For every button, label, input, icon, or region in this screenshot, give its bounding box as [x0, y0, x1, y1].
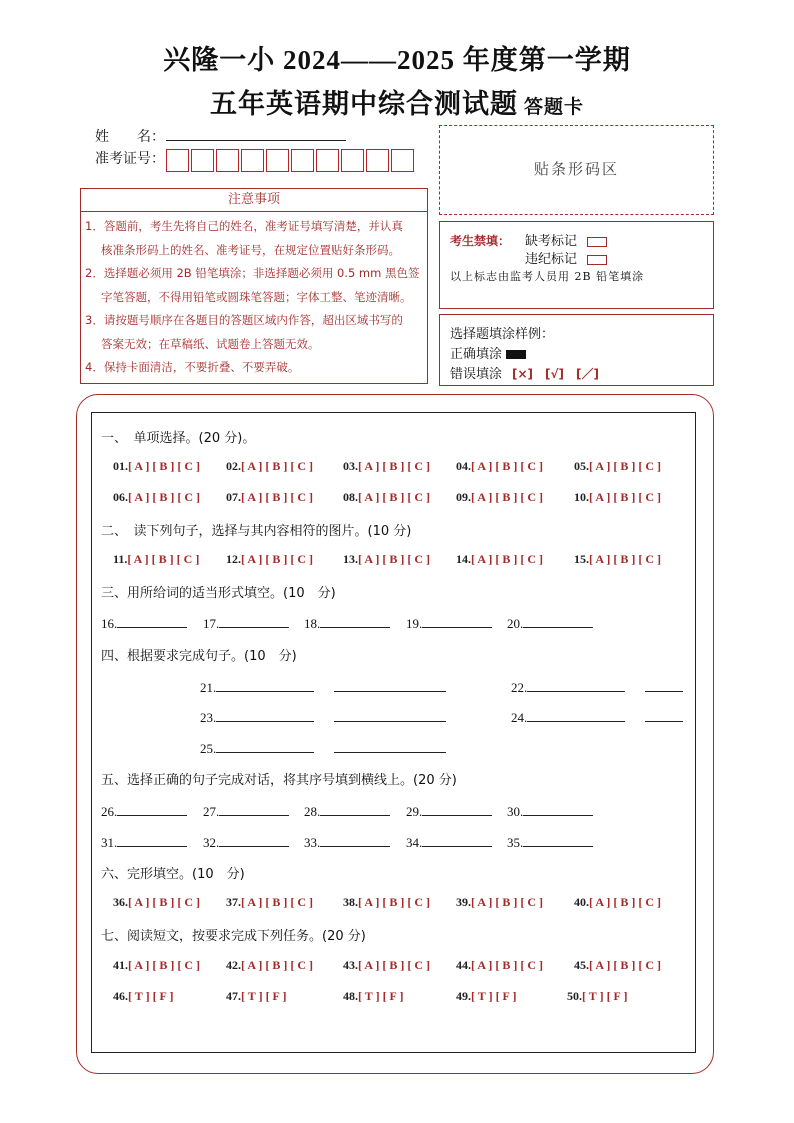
question-number: 30. [507, 804, 524, 819]
question-choice[interactable] [113, 459, 200, 474]
answer-line[interactable] [645, 708, 683, 722]
question-number: 13. [343, 552, 358, 566]
question-number: 28. [304, 804, 321, 819]
options[interactable]: [ A ] [ B ] [ C ] [358, 459, 430, 473]
options[interactable]: [ A ] [ B ] [ C ] [589, 552, 661, 566]
section-5-title: 五、选择正确的句子完成对话，将其序号填到横线上。(20 分) [101, 773, 457, 788]
violation-checkbox[interactable] [587, 255, 607, 265]
options[interactable]: [ T ] [ F ] [582, 989, 628, 1003]
section-6-title: 六、完形填空。(10 分) [101, 867, 245, 882]
question-number: 47. [226, 989, 241, 1003]
answer-line[interactable] [216, 708, 314, 722]
absent-checkbox[interactable] [587, 237, 607, 247]
answer-line[interactable] [334, 678, 446, 692]
options[interactable]: [ A ] [ B ] [ C ] [128, 895, 200, 909]
answer-line[interactable] [216, 678, 314, 692]
fill-blank[interactable] [406, 802, 492, 820]
answer-line[interactable] [645, 678, 683, 692]
notice-item-line: 3．请按题号顺序在各题目的答题区域内作答，超出区域书写的 [85, 313, 403, 327]
answer-line[interactable] [527, 708, 625, 722]
title-suffix: 答题卡 [523, 97, 584, 118]
question-number: 08. [343, 490, 358, 504]
options[interactable]: [ A ] [ B ] [ C ] [241, 459, 313, 473]
question-choice[interactable] [574, 895, 661, 910]
question-number: 39. [456, 895, 471, 909]
question-choice[interactable] [574, 958, 661, 973]
question-number: 38. [343, 895, 358, 909]
question-number: 48. [343, 989, 358, 1003]
question-choice[interactable] [456, 895, 543, 910]
question-number: 33. [304, 835, 321, 850]
options[interactable]: [ A ] [ B ] [ C ] [358, 895, 430, 909]
fill-blank[interactable] [203, 802, 289, 820]
section-4-title: 四、根据要求完成句子。(10 分) [101, 649, 297, 664]
question-tf[interactable] [113, 989, 173, 1004]
filled-mark-icon [506, 350, 526, 359]
violation-label: 违纪标记 [525, 252, 578, 267]
answer-line[interactable] [216, 739, 314, 753]
question-number: 40. [574, 895, 589, 909]
question-number: 10. [574, 490, 589, 504]
fill-blank[interactable] [507, 833, 593, 851]
answer-line[interactable] [422, 833, 492, 847]
question-number: 36. [113, 895, 128, 909]
question-tf[interactable] [343, 989, 403, 1004]
options[interactable]: [ A ] [ B ] [ C ] [128, 958, 200, 972]
answer-line[interactable] [117, 614, 187, 628]
question-number: 04. [456, 459, 471, 473]
question-number: 15. [574, 552, 589, 566]
question-choice[interactable] [113, 895, 200, 910]
fill-blank[interactable] [200, 678, 446, 696]
correct-example [450, 343, 526, 362]
notice-box [80, 188, 428, 384]
options[interactable]: [ T ] [ F ] [128, 989, 174, 1003]
question-number: 06. [113, 490, 128, 504]
options[interactable]: [ A ] [ B ] [ C ] [241, 895, 313, 909]
section-2-title: 二、 读下列句子，选择与其内容相符的图片。(10 分) [101, 524, 412, 539]
options[interactable]: [ A ] [ B ] [ C ] [358, 490, 430, 504]
question-number: 43. [343, 958, 358, 972]
answer-line[interactable] [523, 833, 593, 847]
id-label: 准考证号： [95, 151, 165, 167]
question-number: 21. [200, 680, 217, 695]
question-number: 27. [203, 804, 220, 819]
id-digit-box[interactable] [291, 149, 314, 172]
options[interactable]: [ T ] [ F ] [471, 989, 517, 1003]
question-number: 11. [113, 552, 128, 566]
correct-label: 正确填涂 [450, 347, 503, 362]
question-number: 01. [113, 459, 128, 473]
fill-blank[interactable] [101, 833, 187, 851]
question-number: 02. [226, 459, 241, 473]
id-digit-box[interactable] [266, 149, 289, 172]
fill-blank[interactable] [511, 708, 683, 726]
absent-label: 缺考标记 [525, 234, 578, 249]
id-digit-box[interactable] [366, 149, 389, 172]
notice-item-line: 答案无效；在草稿纸、试题卷上答题无效。 [101, 336, 320, 351]
fill-blank[interactable] [304, 614, 390, 632]
answer-line[interactable] [523, 614, 593, 628]
fill-blank[interactable] [406, 833, 492, 851]
options[interactable]: [ A ] [ B ] [ C ] [471, 490, 543, 504]
answer-line[interactable] [523, 802, 593, 816]
options[interactable]: [ A ] [ B ] [ C ] [128, 459, 200, 473]
notice-item-line: 核准条形码上的姓名、准考证号，在规定位置贴好条形码。 [101, 242, 400, 257]
answer-line[interactable] [117, 802, 187, 816]
question-tf[interactable] [567, 989, 627, 1004]
question-number: 17. [203, 616, 220, 631]
options[interactable]: [ A ] [ B ] [ C ] [358, 958, 430, 972]
forbidden-label: 考生禁填： [450, 234, 511, 248]
question-choice[interactable] [226, 490, 313, 505]
question-number: 41. [113, 958, 128, 972]
answer-line[interactable] [219, 802, 289, 816]
options[interactable]: [ A ] [ B ] [ C ] [471, 895, 543, 909]
notice-item [81, 262, 427, 309]
notice-item-line: 字笔答题，不得用铅笔或圆珠笔答题；字体工整、笔迹清晰。 [101, 289, 412, 304]
question-choice[interactable] [113, 958, 200, 973]
options[interactable]: [ A ] [ B ] [ C ] [589, 958, 661, 972]
question-number: 18. [304, 616, 321, 631]
name-label: 姓 名： [95, 129, 165, 145]
question-number: 46. [113, 989, 128, 1003]
notice-item [81, 215, 427, 262]
question-choice[interactable] [456, 958, 543, 973]
section-1-title: 一、 单项选择。(20 分)。 [101, 431, 256, 446]
fill-blank[interactable] [200, 708, 446, 726]
question-number: 50. [567, 989, 582, 1003]
question-choice[interactable] [226, 958, 313, 973]
title-main: 五年英语期中综合测试题 [209, 89, 518, 119]
absent-mark [525, 230, 607, 249]
answer-line[interactable] [527, 678, 625, 692]
notice-title: 注意事项 [81, 189, 427, 212]
question-choice[interactable] [343, 459, 430, 474]
question-tf[interactable] [226, 989, 286, 1004]
id-digit-box[interactable] [216, 149, 239, 172]
notice-item-line: 4．保持卡面清洁，不要折叠、不要弄破。 [85, 360, 300, 374]
question-choice[interactable] [343, 552, 430, 567]
answer-line[interactable] [320, 833, 390, 847]
question-choice[interactable] [456, 490, 543, 505]
options[interactable]: [ A ] [ B ] [ C ] [589, 490, 661, 504]
id-digit-box[interactable] [391, 149, 414, 172]
question-number: 09. [456, 490, 471, 504]
wrong-marks: [×] [√] [／] [512, 367, 599, 381]
options[interactable]: [ A ] [ B ] [ C ] [241, 958, 313, 972]
question-choice[interactable] [226, 895, 313, 910]
fill-blank[interactable] [507, 802, 593, 820]
fill-blank[interactable] [511, 678, 683, 696]
options[interactable]: [ A ] [ B ] [ C ] [471, 958, 543, 972]
question-choice[interactable] [574, 490, 661, 505]
question-number: 31. [101, 835, 118, 850]
answer-line[interactable] [320, 614, 390, 628]
question-number: 44. [456, 958, 471, 972]
question-number: 45. [574, 958, 589, 972]
violation-mark [525, 248, 607, 267]
id-digit-box[interactable] [316, 149, 339, 172]
question-number: 14. [456, 552, 471, 566]
question-number: 25. [200, 741, 217, 756]
question-choice[interactable] [113, 490, 200, 505]
answer-line[interactable] [219, 614, 289, 628]
options[interactable]: [ A ] [ B ] [ C ] [471, 552, 543, 566]
fill-blank[interactable] [101, 802, 187, 820]
question-number: 34. [406, 835, 423, 850]
section-3-title: 三、用所给词的适当形式填空。(10 分) [101, 586, 336, 601]
question-choice[interactable] [343, 490, 430, 505]
question-number: 19. [406, 616, 423, 631]
barcode-area [439, 125, 714, 215]
id-digit-box[interactable] [241, 149, 264, 172]
question-choice[interactable] [574, 459, 661, 474]
options[interactable]: [ A ] [ B ] [ C ] [241, 552, 313, 566]
barcode-label: 贴条形码区 [533, 160, 619, 178]
options[interactable]: [ A ] [ B ] [ C ] [127, 552, 200, 566]
question-number: 03. [343, 459, 358, 473]
question-number: 42. [226, 958, 241, 972]
notice-item-line: 2．选择题必须用 2B 铅笔填涂；非选择题必须用 0.5 mm 黑色签 [85, 266, 420, 280]
wrong-example [450, 363, 599, 382]
question-number: 32. [203, 835, 220, 850]
question-number: 37. [226, 895, 241, 909]
section-7-title: 七、阅读短文，按要求完成下列任务。(20 分) [101, 929, 366, 944]
options[interactable]: [ A ] [ B ] [ C ] [471, 459, 543, 473]
fill-blank[interactable] [406, 614, 492, 632]
fill-blank[interactable] [304, 833, 390, 851]
fill-blank[interactable] [203, 833, 289, 851]
notice-item [81, 356, 427, 380]
question-number: 29. [406, 804, 423, 819]
id-digit-box[interactable] [191, 149, 214, 172]
options[interactable]: [ T ] [ F ] [358, 989, 404, 1003]
question-number: 24. [511, 710, 528, 725]
options[interactable]: [ A ] [ B ] [ C ] [358, 552, 430, 566]
title-line-1: 兴隆一小 2024——2025 年度第一学期 [163, 45, 631, 75]
question-choice[interactable] [226, 552, 313, 567]
fill-blank[interactable] [507, 614, 593, 632]
forbidden-box [439, 221, 714, 309]
question-number: 26. [101, 804, 118, 819]
id-digit-box[interactable] [166, 149, 189, 172]
answer-area-inner [91, 412, 696, 1053]
question-number: 35. [507, 835, 524, 850]
wrong-label: 错误填涂 [450, 367, 503, 382]
fill-example-box [439, 314, 714, 386]
options[interactable]: [ A ] [ B ] [ C ] [589, 895, 661, 909]
answer-line[interactable] [422, 802, 492, 816]
answer-line[interactable] [219, 833, 289, 847]
question-number: 12. [226, 552, 241, 566]
question-number: 49. [456, 989, 471, 1003]
question-choice[interactable] [226, 459, 313, 474]
question-choice[interactable] [456, 552, 543, 567]
id-digit-box[interactable] [341, 149, 364, 172]
answer-line[interactable] [117, 833, 187, 847]
notice-item-line: 1．答题前，考生先将自己的姓名，准考证号填写清楚，并认真 [85, 219, 403, 233]
options[interactable]: [ A ] [ B ] [ C ] [128, 490, 200, 504]
forbidden-note: 以上标志由监考人员用 2B 铅笔填涂 [450, 270, 645, 283]
answer-line[interactable] [334, 739, 446, 753]
options[interactable]: [ T ] [ F ] [241, 989, 287, 1003]
fill-blank[interactable] [101, 614, 187, 632]
fill-blank[interactable] [304, 802, 390, 820]
answer-line[interactable] [320, 802, 390, 816]
options[interactable]: [ A ] [ B ] [ C ] [241, 490, 313, 504]
title-line-2 [0, 82, 794, 121]
question-number: 07. [226, 490, 241, 504]
options[interactable]: [ A ] [ B ] [ C ] [589, 459, 661, 473]
id-boxes[interactable] [166, 149, 416, 172]
fill-blank[interactable] [203, 614, 289, 632]
fill-blank[interactable] [200, 739, 446, 757]
question-choice[interactable] [113, 552, 199, 567]
question-choice[interactable] [343, 958, 430, 973]
question-number: 05. [574, 459, 589, 473]
question-tf[interactable] [456, 989, 516, 1004]
question-number: 20. [507, 616, 524, 631]
question-number: 22. [511, 680, 528, 695]
answer-line[interactable] [334, 708, 446, 722]
question-number: 23. [200, 710, 217, 725]
name-field[interactable] [166, 140, 346, 141]
question-number: 16. [101, 616, 118, 631]
question-choice[interactable] [456, 459, 543, 474]
question-choice[interactable] [574, 552, 661, 567]
fill-example-title: 选择题填涂样例： [450, 327, 555, 342]
answer-line[interactable] [422, 614, 492, 628]
question-choice[interactable] [343, 895, 430, 910]
notice-item [81, 309, 427, 356]
